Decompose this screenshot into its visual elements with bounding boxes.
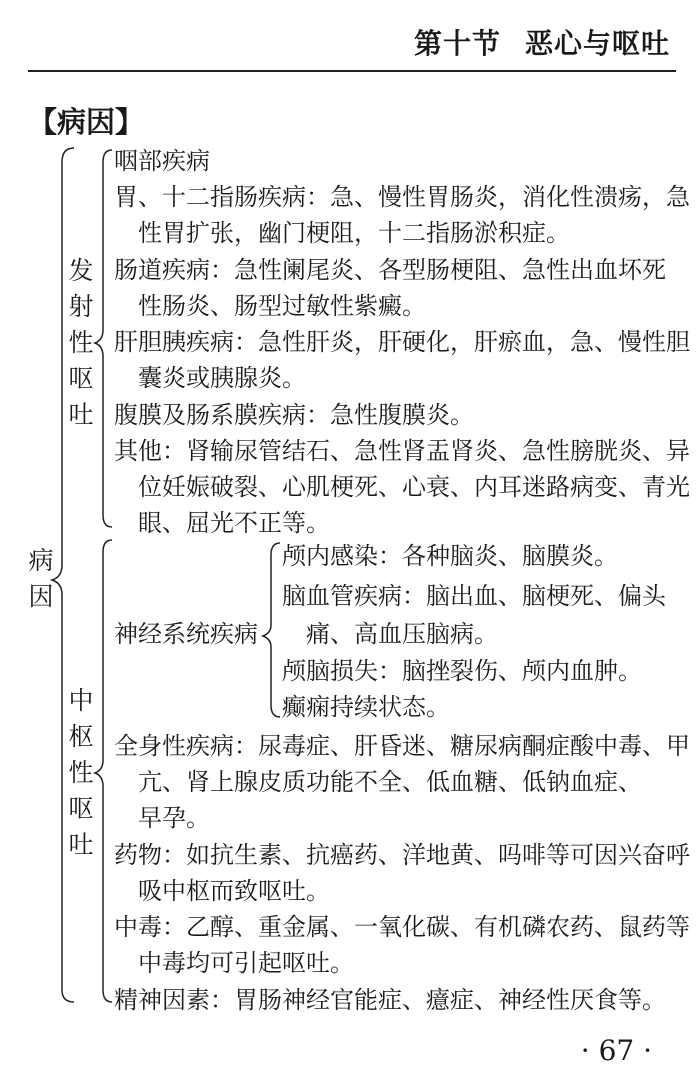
page-number: · 67 · <box>580 1034 652 1067</box>
section-title: 恶心与呕吐 <box>524 27 670 60</box>
root-label: 病因 <box>28 546 54 611</box>
list-item: 性胃扩张，幽门梗阻，十二指肠淤积症。 <box>138 219 570 247</box>
central-brace <box>95 540 112 1002</box>
nervous-label: 神经系统疾病 <box>114 620 258 648</box>
section-heading: 【病因】 <box>28 105 145 139</box>
list-item: 中毒：乙醇、重金属、一氧化碳、有机磷农药、鼠药等 <box>114 913 690 941</box>
list-item: 全身性疾病：尿毒症、肝昏迷、糖尿病酮症酸中毒、甲 <box>114 732 690 760</box>
reflex-label: 发射性呕吐 <box>68 256 94 429</box>
list-item: 颅内感染：各种脑炎、脑膜炎。 <box>282 542 618 570</box>
list-item: 癫痫持续状态。 <box>282 693 450 721</box>
list-item: 精神因素：胃肠神经官能症、癔症、神经性厌食等。 <box>114 986 666 1014</box>
list-item: 痛、高血压脑病。 <box>306 620 498 648</box>
list-item: 其他：肾输尿管结石、急性肾盂肾炎、急性膀胱炎、异 <box>114 437 690 465</box>
list-item: 脑血管疾病：脑出血、脑梗死、偏头 <box>282 582 666 610</box>
list-item: 肝胆胰疾病：急性肝炎，肝硬化，肝瘀血，急、慢性胆 <box>114 328 690 356</box>
list-item: 胃、十二指肠疾病：急、慢性胃肠炎，消化性溃疡，急 <box>114 183 690 211</box>
list-item: 腹膜及肠系膜疾病：急性腹膜炎。 <box>114 401 474 429</box>
list-item: 颅脑损失：脑挫裂伤、颅内血肿。 <box>282 657 642 685</box>
list-item: 亢、肾上腺皮质功能不全、低血糖、低钠血症、 <box>138 768 642 796</box>
list-item: 吸中枢而致呕吐。 <box>138 877 330 905</box>
list-item: 位妊娠破裂、心肌梗死、心衰、内耳迷路病变、青光 <box>138 473 690 501</box>
reflex-brace <box>95 150 112 527</box>
section-number: 第十节 <box>413 27 501 60</box>
list-item: 眼、屈光不正等。 <box>138 509 330 537</box>
list-item: 性肠炎、肠型过敏性紫癜。 <box>138 292 426 320</box>
list-item: 药物：如抗生素、抗癌药、洋地黄、吗啡等可因兴奋呼 <box>114 841 690 869</box>
central-label: 中枢性呕吐 <box>68 686 94 859</box>
list-item: 肠道疾病：急性阑尾炎、各型肠梗阻、急性出血坏死 <box>114 256 666 284</box>
list-item: 早孕。 <box>138 804 210 832</box>
list-item: 囊炎或胰腺炎。 <box>138 364 306 392</box>
nervous-brace <box>263 543 280 717</box>
list-item: 咽部疾病 <box>114 147 210 175</box>
list-item: 中毒均可引起呕吐。 <box>138 949 354 977</box>
